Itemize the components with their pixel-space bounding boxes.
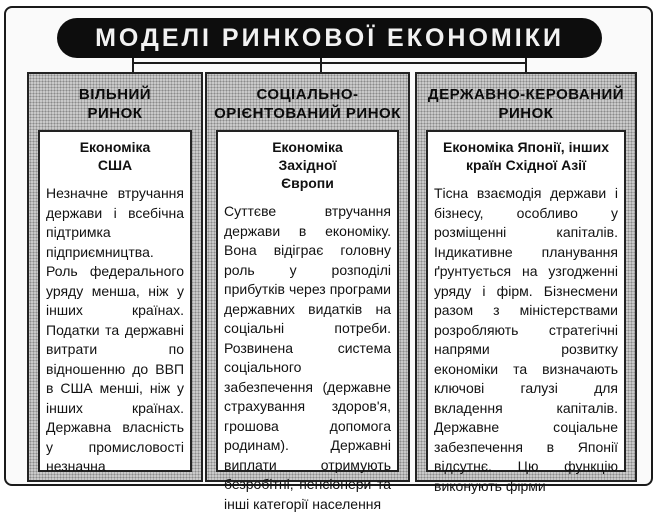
column-heading: СОЦІАЛЬНО-ОРІЄНТОВАНИЙ РИНОК xyxy=(214,86,401,122)
card-subtitle: Економіка Західної Європи xyxy=(272,139,343,191)
connector-line xyxy=(132,62,527,64)
diagram-title: МОДЕЛІ РИНКОВОЇ ЕКОНОМІКИ xyxy=(57,18,602,58)
card-subtitle: Економіка США xyxy=(79,139,151,173)
connector-center xyxy=(320,58,322,72)
card-subtitle: Економіка Японії, інших країн Східної Азії xyxy=(442,139,609,173)
connector-right xyxy=(525,58,527,72)
column-card xyxy=(38,130,192,472)
column-free-market xyxy=(27,72,203,482)
column-state-market xyxy=(415,72,637,494)
column-card xyxy=(216,130,399,512)
column-card xyxy=(426,130,626,494)
card-description: Суттєве втручання держави в економіку. Вона відіграє головну роль у розподілі прибутків через програми державних видатків на соціальні потреби. Розвинена система соціального забезпечення (державне страхування здоров'я, грошова допомога родинам). Державні виплати отримують безробітні, пенсіонери та інші категорії населення xyxy=(224,203,391,512)
column-heading: ДЕРЖАВНО-КЕРОВАНИЙ РИНОК xyxy=(427,86,625,122)
card-description: Незначне втручання держави і всебічна підтримка підприємництва. Роль федерального уряду менша, ніж у інших країнах. Податки та державні витрати по відношенню до ВВП в США менші, ніж у інших країнах. Державна власність у промисловості незначна xyxy=(46,185,184,474)
card-description: Тісна взаємодія держави і бізнесу, особливо у розміщенні капіталів. Індикативне планування ґрунтується на узгодженні уряду і фірм. Бізнесмени разом з міністерствами розробляють стратегічні напрями розвитку економіки та визначають ключові галузі для вкладення капіталів. Державне соціальне забезпечення в Японії відсутнє. Цю функцію виконують фірми xyxy=(434,185,618,494)
column-heading: ВІЛЬНИЙ РИНОК xyxy=(78,86,152,122)
column-social-market xyxy=(205,72,410,512)
connector-left xyxy=(132,58,134,72)
